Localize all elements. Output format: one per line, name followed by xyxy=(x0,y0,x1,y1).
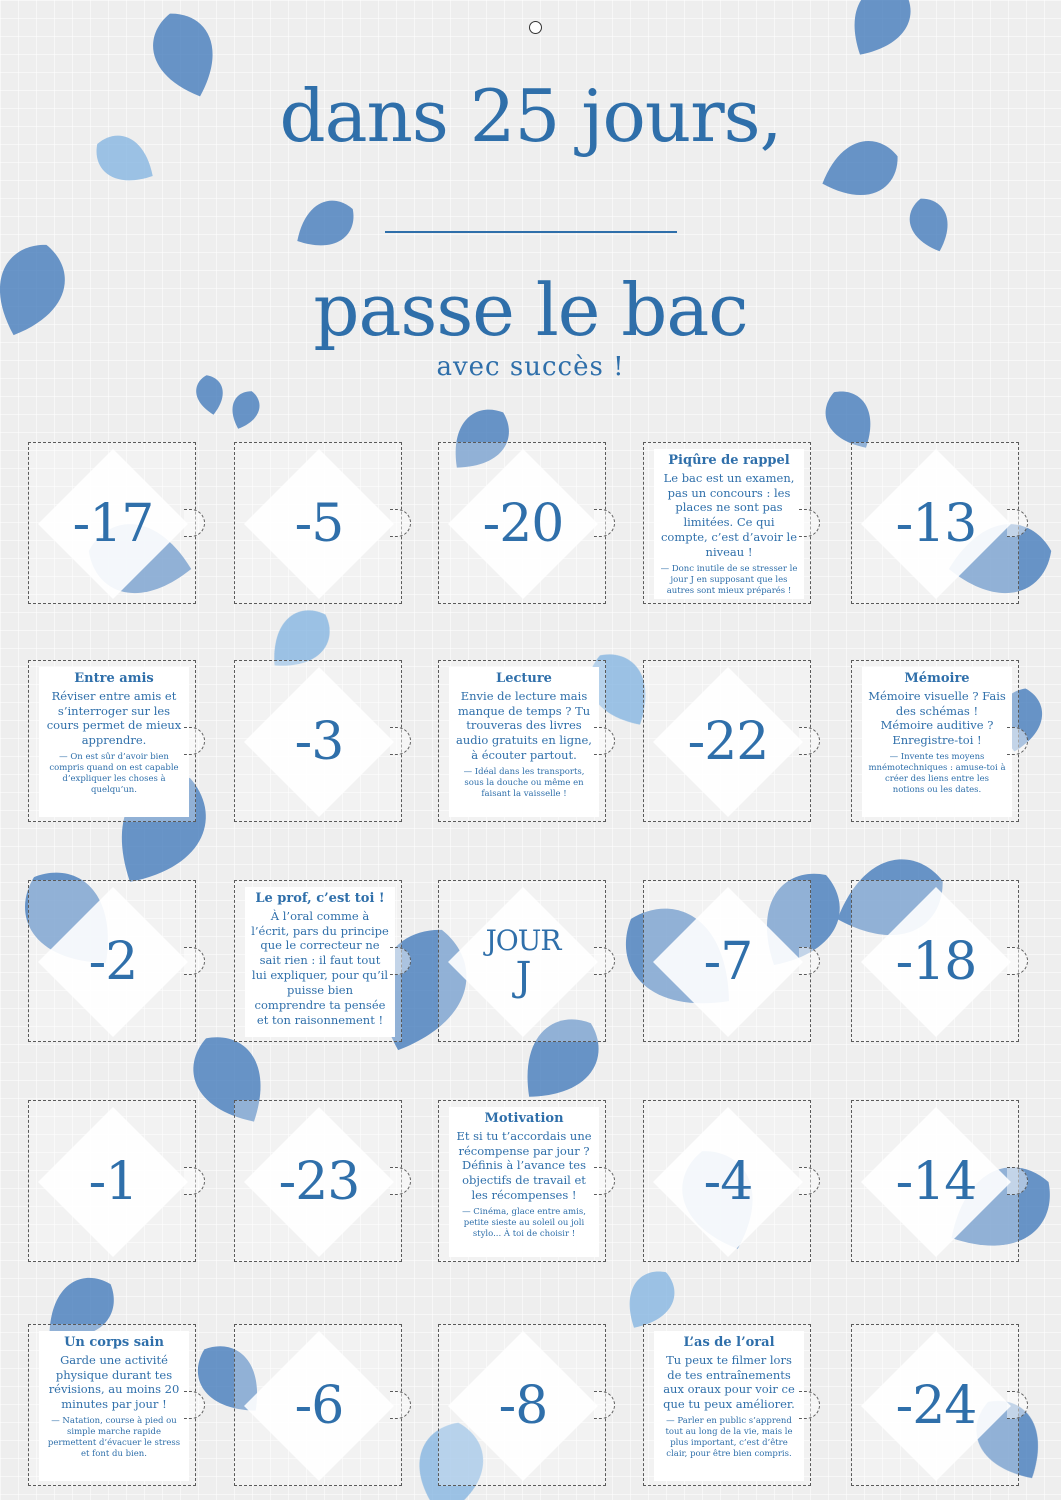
tip-card-title: Un corps sain xyxy=(64,1335,164,1350)
tip-card-title: Le prof, c’est toi ! xyxy=(255,891,385,906)
title-subtitle: avec succès ! xyxy=(436,352,625,382)
tip-card-title: Lecture xyxy=(496,671,552,686)
countdown-tile[interactable] xyxy=(851,442,1019,604)
title-divider xyxy=(385,231,677,233)
day-number: -6 xyxy=(294,1376,344,1436)
tip-card-tile[interactable] xyxy=(643,442,811,604)
countdown-tile[interactable] xyxy=(643,880,811,1042)
day-number: -5 xyxy=(294,494,344,554)
countdown-tile[interactable] xyxy=(438,1324,606,1486)
day-number: -14 xyxy=(895,1152,977,1212)
tip-card-title: L’as de l’oral xyxy=(683,1335,775,1350)
tip-card-body: Tu peux te filmer lors de tes entraînements aux oraux pour voir ce que tu peux améliorer. xyxy=(663,1352,795,1412)
tip-card-tile[interactable] xyxy=(28,660,196,822)
tip-card-body: Envie de lecture mais manque de temps ? Tu trouveras des livres audio gratuits en ligne, à écouter partout. xyxy=(456,688,592,763)
day-number: -20 xyxy=(482,494,564,554)
tip-card-note: — Idéal dans les transports, sous la douche ou même en faisant la vaisselle ! xyxy=(463,767,585,800)
tip-card-note: — On est sûr d’avoir bien compris quand on est capable d’expliquer les choses à quelqu’un. xyxy=(49,752,179,796)
countdown-tile[interactable] xyxy=(234,660,402,822)
tip-card-tile[interactable] xyxy=(643,1324,811,1486)
tip-card-body: Et si tu t’accordais une récompense par jour ? Définis à l’avance tes objectifs de travail et les récompenses ! xyxy=(456,1128,592,1203)
tip-card-title: Piqûre de rappel xyxy=(668,453,790,468)
tip-card-note: — Natation, course à pied ou simple marche rapide permettent d’évacuer le stress et font du bien. xyxy=(47,1416,181,1460)
jour-j-label xyxy=(439,881,607,1043)
day-number: -18 xyxy=(895,932,977,992)
day-number: -7 xyxy=(703,932,753,992)
tip-card-body: Le bac est un examen, pas un concours : les places ne sont pas limitées. Ce qui compte, c’est d’avoir le niveau ! xyxy=(660,470,798,560)
tip-card xyxy=(862,667,1012,817)
tip-card-tile[interactable] xyxy=(438,660,606,822)
tip-card-title: Mémoire xyxy=(904,671,970,686)
countdown-tile[interactable] xyxy=(643,660,811,822)
tip-card-tile[interactable] xyxy=(234,880,402,1042)
tip-card-note: — Cinéma, glace entre amis, petite sieste au soleil ou joli stylo... À toi de choisir ! xyxy=(462,1207,586,1240)
day-number: -13 xyxy=(895,494,977,554)
day-number: -22 xyxy=(687,712,769,772)
tip-card xyxy=(39,667,189,817)
countdown-tile[interactable] xyxy=(28,442,196,604)
countdown-tile[interactable] xyxy=(851,1100,1019,1262)
title-line-2: passe le bac xyxy=(313,268,748,352)
countdown-tile[interactable] xyxy=(851,880,1019,1042)
countdown-tile[interactable] xyxy=(234,442,402,604)
day-number: -1 xyxy=(88,1152,138,1212)
tip-card-note: — Invente tes moyens mnémotechniques : amuse-toi à créer des liens entre les notions ou les dates. xyxy=(868,752,1006,796)
tip-card xyxy=(654,449,804,599)
hanging-hole xyxy=(529,21,542,34)
tip-card-note: — Donc inutile de se stresser le jour J en supposant que les autres sont mieux préparés ! xyxy=(660,564,798,597)
j-label: J xyxy=(515,953,531,1000)
day-number: -8 xyxy=(498,1376,548,1436)
tip-card-body: Garde une activité physique durant tes révisions, au moins 20 minutes par jour ! xyxy=(48,1352,180,1412)
jour-label: JOUR xyxy=(485,924,561,958)
tip-card xyxy=(39,1331,189,1481)
countdown-tile[interactable] xyxy=(28,880,196,1042)
tip-card-tile[interactable] xyxy=(851,660,1019,822)
tip-card-tile[interactable] xyxy=(28,1324,196,1486)
countdown-tile[interactable] xyxy=(28,1100,196,1262)
countdown-tile[interactable] xyxy=(851,1324,1019,1486)
tip-card xyxy=(245,887,395,1037)
tip-card xyxy=(654,1331,804,1481)
day-number: -17 xyxy=(72,494,154,554)
jour-j-tile[interactable] xyxy=(438,880,606,1042)
tip-card-body: Mémoire visuelle ? Fais des schémas ! Mémoire auditive ? Enregistre-toi ! xyxy=(868,688,1006,748)
tip-card-title: Entre amis xyxy=(74,671,154,686)
countdown-tile[interactable] xyxy=(438,442,606,604)
day-number: -3 xyxy=(294,712,344,772)
countdown-tile[interactable] xyxy=(643,1100,811,1262)
title-line-1: dans 25 jours, xyxy=(279,74,782,158)
tip-card-tile[interactable] xyxy=(438,1100,606,1262)
tip-card xyxy=(449,667,599,817)
tip-card-body: À l’oral comme à l’écrit, pars du principe que le correcteur ne sait rien : il faut tout lui expliquer, pour qu’il puisse bien comprendre ta pensée et ton raisonnement ! xyxy=(251,908,389,1028)
countdown-tile[interactable] xyxy=(234,1100,402,1262)
day-number: -23 xyxy=(278,1152,360,1212)
countdown-tile[interactable] xyxy=(234,1324,402,1486)
tip-card-body: Réviser entre amis et s’interroger sur les cours permet de mieux apprendre. xyxy=(46,688,182,748)
day-number: -4 xyxy=(703,1152,753,1212)
tip-card-title: Motivation xyxy=(484,1111,564,1126)
day-number: -2 xyxy=(88,932,138,992)
tip-card xyxy=(449,1107,599,1257)
tip-card-note: — Parler en public s’apprend tout au long de la vie, mais le plus important, c’est d’être clair, pour être bien compris. xyxy=(665,1416,793,1460)
day-number: -24 xyxy=(895,1376,977,1436)
